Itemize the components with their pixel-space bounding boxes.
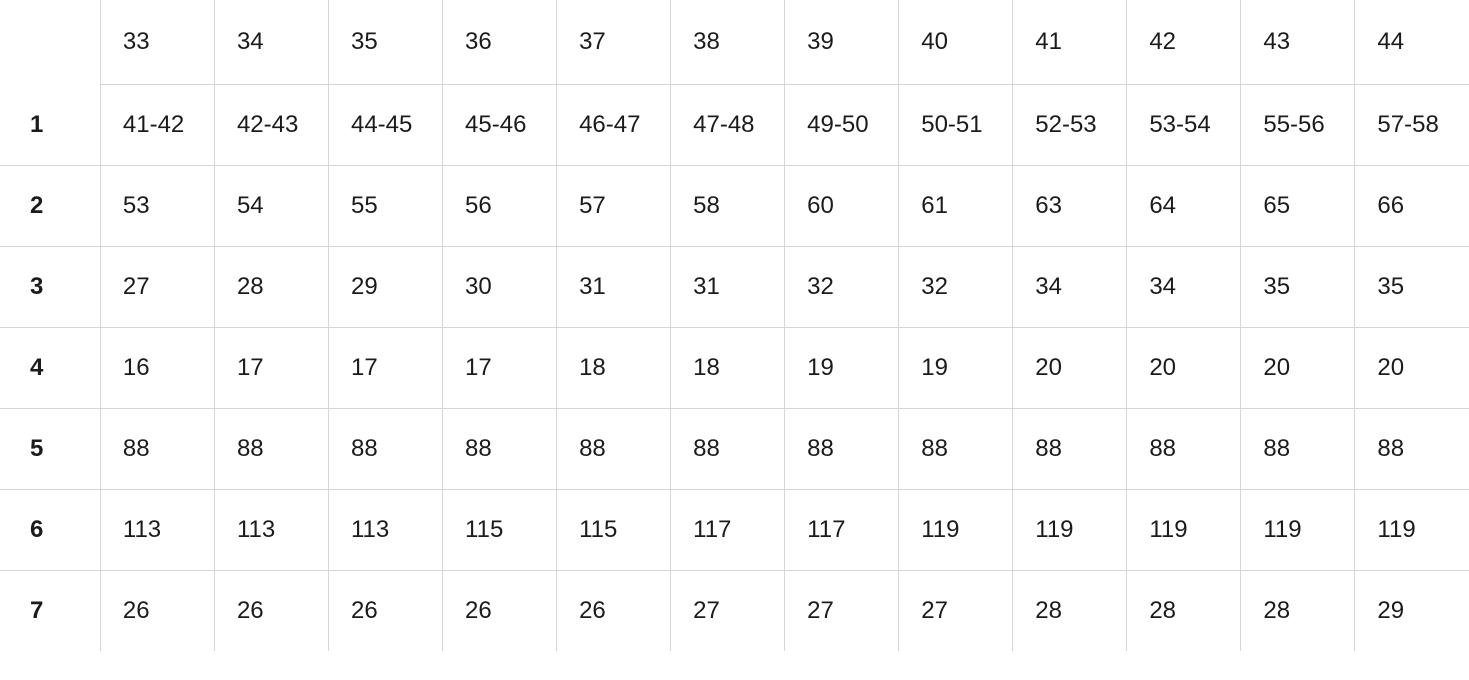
table-cell: 64 [1127, 166, 1241, 247]
table-cell: 88 [1013, 409, 1127, 490]
table-row [0, 409, 1469, 490]
table-cell: 34 [1013, 247, 1127, 328]
table-cell: 27 [671, 571, 785, 652]
table-cell: 55-56 [1241, 85, 1355, 166]
table-cell: 17 [443, 328, 557, 409]
column-header: 44 [1355, 0, 1469, 85]
table-cell: 119 [1355, 490, 1469, 571]
table-cell: 27 [899, 571, 1013, 652]
column-header: 43 [1241, 0, 1355, 85]
table-cell: 20 [1013, 328, 1127, 409]
column-header: 34 [214, 0, 328, 85]
table-cell: 88 [443, 409, 557, 490]
column-header: 38 [671, 0, 785, 85]
table-cell: 60 [785, 166, 899, 247]
table-cell: 30 [443, 247, 557, 328]
table-cell: 31 [671, 247, 785, 328]
table-cell: 18 [671, 328, 785, 409]
table-row [0, 490, 1469, 571]
table-cell: 66 [1355, 166, 1469, 247]
table-cell: 44-45 [328, 85, 442, 166]
table-row [0, 85, 1469, 166]
table-cell: 26 [100, 571, 214, 652]
table-cell: 20 [1127, 328, 1241, 409]
table-cell: 26 [328, 571, 442, 652]
table-cell: 57 [557, 166, 671, 247]
table-cell: 16 [100, 328, 214, 409]
table-cell: 28 [1241, 571, 1355, 652]
table-cell: 29 [328, 247, 442, 328]
table-cell: 119 [1241, 490, 1355, 571]
table-cell: 31 [557, 247, 671, 328]
column-header: 41 [1013, 0, 1127, 85]
table-cell: 88 [557, 409, 671, 490]
table-cell: 58 [671, 166, 785, 247]
table-cell: 47-48 [671, 85, 785, 166]
table-row [0, 571, 1469, 652]
row-header: 2 [0, 166, 100, 247]
table-cell: 56 [443, 166, 557, 247]
table-cell: 52-53 [1013, 85, 1127, 166]
column-header: 39 [785, 0, 899, 85]
table-cell: 117 [671, 490, 785, 571]
table-cell: 61 [899, 166, 1013, 247]
table-cell: 35 [1241, 247, 1355, 328]
table-cell: 115 [557, 490, 671, 571]
table-cell: 53 [100, 166, 214, 247]
table-cell: 28 [1127, 571, 1241, 652]
table-corner-cell [0, 0, 100, 85]
table-cell: 63 [1013, 166, 1127, 247]
table-cell: 26 [443, 571, 557, 652]
table-cell: 113 [100, 490, 214, 571]
table-cell: 28 [1013, 571, 1127, 652]
table-cell: 57-58 [1355, 85, 1469, 166]
table-cell: 65 [1241, 166, 1355, 247]
table-cell: 28 [214, 247, 328, 328]
table-cell: 27 [100, 247, 214, 328]
table-row [0, 328, 1469, 409]
table-cell: 119 [1013, 490, 1127, 571]
table-cell: 19 [899, 328, 1013, 409]
table-cell: 88 [1241, 409, 1355, 490]
table-cell: 88 [328, 409, 442, 490]
table-cell: 115 [443, 490, 557, 571]
table-cell: 88 [100, 409, 214, 490]
column-header: 33 [100, 0, 214, 85]
table-cell: 34 [1127, 247, 1241, 328]
row-header: 5 [0, 409, 100, 490]
table-cell: 88 [785, 409, 899, 490]
table-cell: 113 [328, 490, 442, 571]
table-cell: 26 [214, 571, 328, 652]
table-cell: 20 [1355, 328, 1469, 409]
table-row [0, 166, 1469, 247]
table-cell: 32 [899, 247, 1013, 328]
column-header: 40 [899, 0, 1013, 85]
table-cell: 117 [785, 490, 899, 571]
table-cell: 29 [1355, 571, 1469, 652]
table-cell: 50-51 [899, 85, 1013, 166]
table-header-row [0, 0, 1469, 85]
table-cell: 42-43 [214, 85, 328, 166]
table-cell: 17 [328, 328, 442, 409]
table-cell: 55 [328, 166, 442, 247]
table-cell: 88 [1355, 409, 1469, 490]
table-cell: 88 [899, 409, 1013, 490]
column-header: 36 [443, 0, 557, 85]
row-header: 3 [0, 247, 100, 328]
column-header: 35 [328, 0, 442, 85]
table-cell: 18 [557, 328, 671, 409]
table-cell: 17 [214, 328, 328, 409]
table-cell: 46-47 [557, 85, 671, 166]
table-cell: 119 [899, 490, 1013, 571]
table-cell: 26 [557, 571, 671, 652]
table-cell: 27 [785, 571, 899, 652]
table-cell: 20 [1241, 328, 1355, 409]
row-header: 7 [0, 571, 100, 652]
table-cell: 113 [214, 490, 328, 571]
table-cell: 88 [1127, 409, 1241, 490]
column-header: 37 [557, 0, 671, 85]
table-cell: 88 [671, 409, 785, 490]
table-row [0, 247, 1469, 328]
row-header: 1 [0, 85, 100, 166]
table-cell: 88 [214, 409, 328, 490]
row-header: 4 [0, 328, 100, 409]
table-cell: 49-50 [785, 85, 899, 166]
row-header: 6 [0, 490, 100, 571]
table-cell: 54 [214, 166, 328, 247]
table-cell: 45-46 [443, 85, 557, 166]
table-cell: 32 [785, 247, 899, 328]
table-cell: 119 [1127, 490, 1241, 571]
table-cell: 35 [1355, 247, 1469, 328]
column-header: 42 [1127, 0, 1241, 85]
table-cell: 41-42 [100, 85, 214, 166]
table-cell: 19 [785, 328, 899, 409]
table-cell: 53-54 [1127, 85, 1241, 166]
